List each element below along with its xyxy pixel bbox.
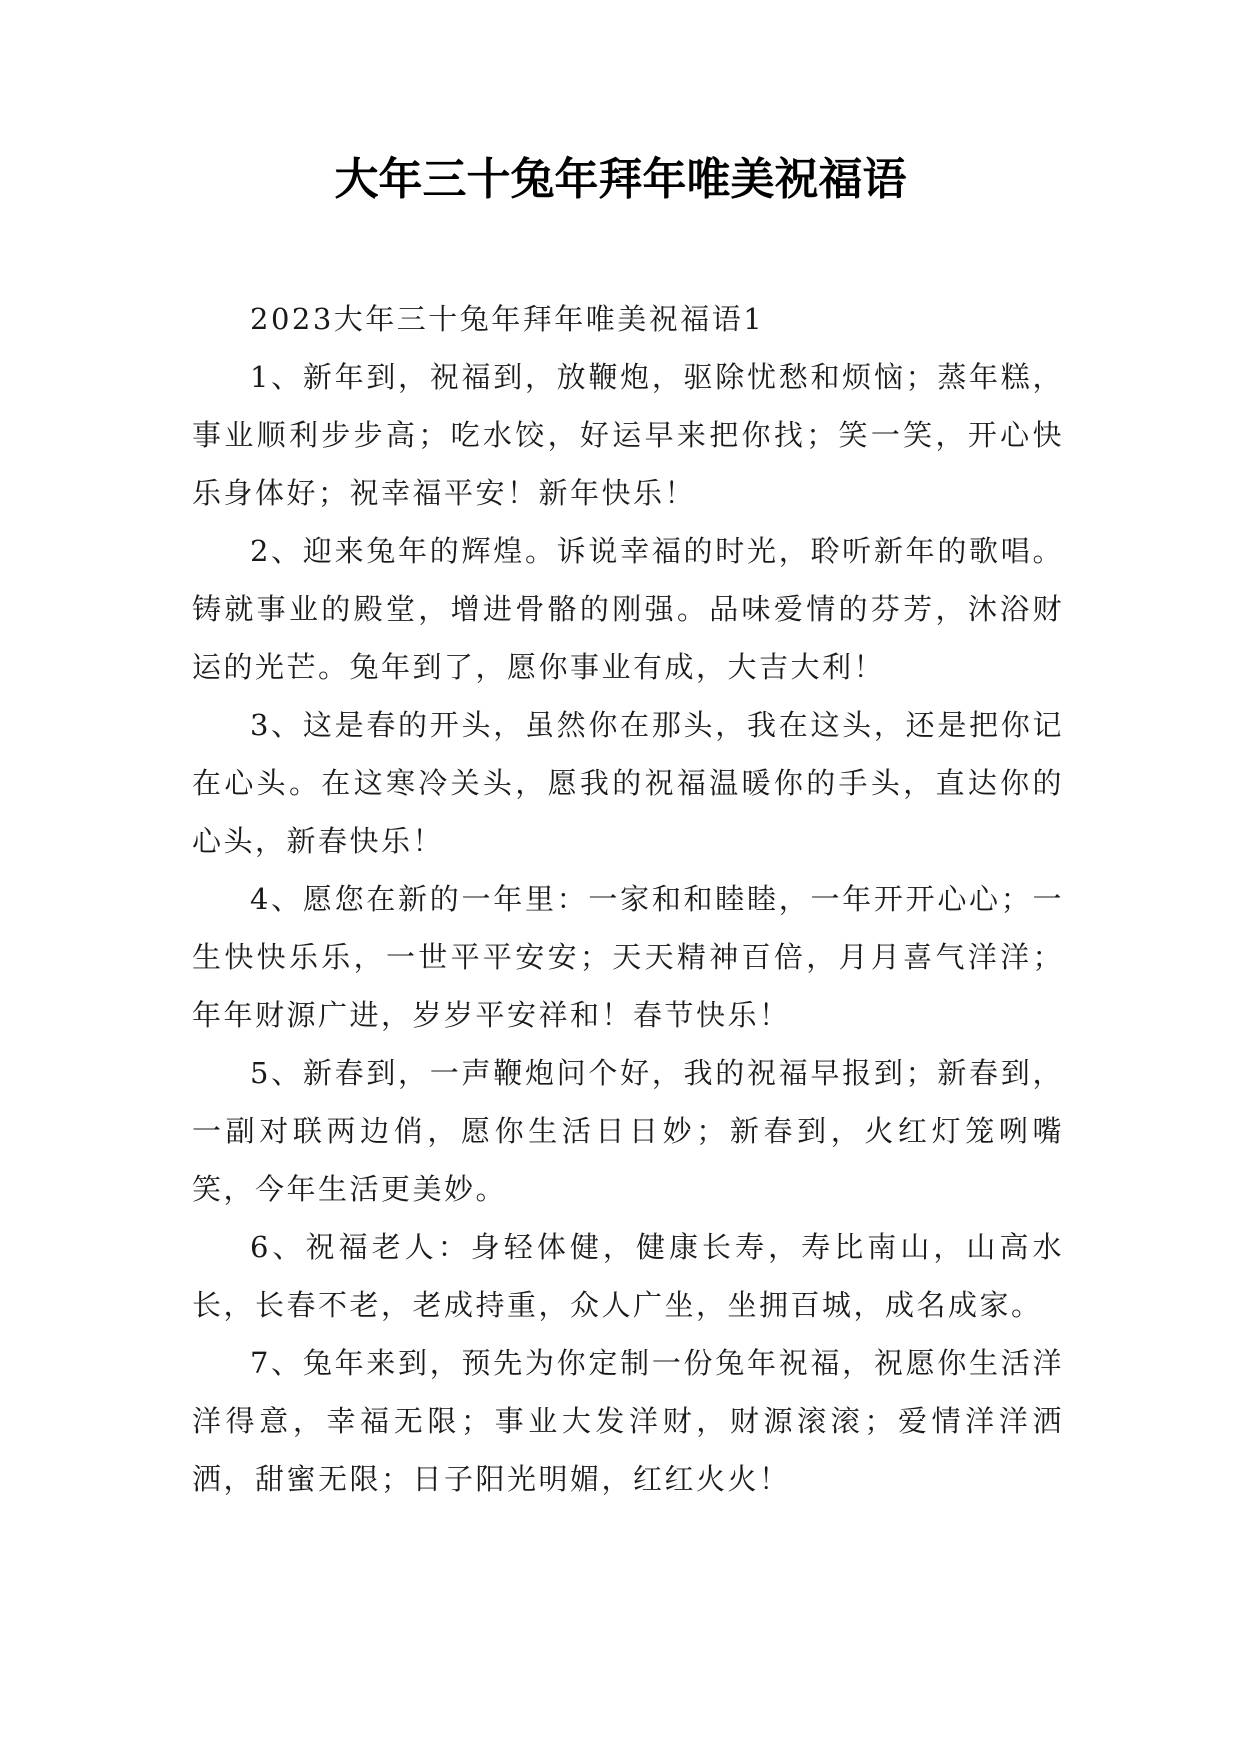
paragraph-4: 4、愿您在新的一年里：一家和和睦睦，一年开开心心；一生快快乐乐，一世平平安安；天天精神百倍，月月喜气洋洋；年年财源广进，岁岁平安祥和！春节快乐！	[192, 882, 1064, 1032]
paragraph-1: 1、新年到，祝福到，放鞭炮，驱除忧愁和烦恼；蒸年糕，事业顺利步步高；吃水饺，好运早来把你找；笑一笑，开心快乐身体好；祝幸福平安！新年快乐！	[192, 360, 1064, 510]
section-heading: 2023大年三十兔年拜年唯美祝福语1	[250, 302, 765, 336]
paragraph-7: 7、兔年来到，预先为你定制一份兔年祝福，祝愿你生活洋洋得意，幸福无限；事业大发洋财，财源滚滚；爱情洋洋洒洒，甜蜜无限；日子阳光明媚，红红火火！	[192, 1346, 1064, 1496]
document-title: 大年三十兔年拜年唯美祝福语	[334, 154, 907, 205]
paragraph-2: 2、迎来兔年的辉煌。诉说幸福的时光，聆听新年的歌唱。铸就事业的殿堂，增进骨骼的刚强。品味爱情的芬芳，沐浴财运的光芒。兔年到了，愿你事业有成，大吉大利！	[192, 534, 1064, 684]
paragraph-6: 6、祝福老人：身轻体健，健康长寿，寿比南山，山高水长，长春不老，老成持重，众人广坐，坐拥百城，成名成家。	[192, 1230, 1064, 1322]
document-body	[192, 290, 1064, 1508]
paragraph-5: 5、新春到，一声鞭炮问个好，我的祝福早报到；新春到，一副对联两边俏，愿你生活日日妙；新春到，火红灯笼咧嘴笑，今年生活更美妙。	[192, 1056, 1064, 1206]
paragraph-3: 3、这是春的开头，虽然你在那头，我在这头，还是把你记在心头。在这寒冷关头，愿我的祝福温暖你的手头，直达你的心头，新春快乐！	[192, 708, 1064, 858]
